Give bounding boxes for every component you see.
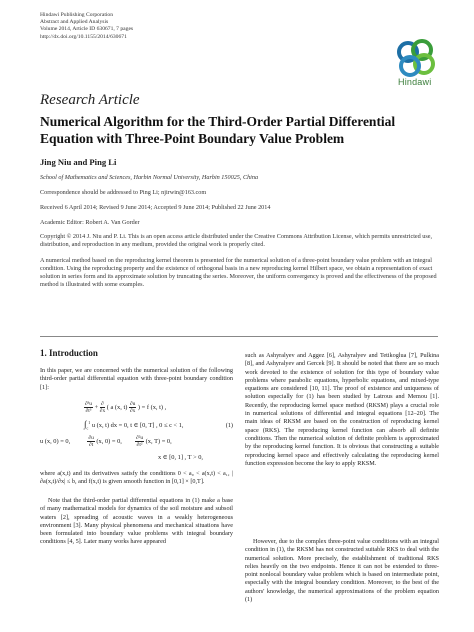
right-column-paragraph-2: However, due to the complex three-point value conditions with an integral condition in (1), the RKSM has not constructed suitable RKS to deal with the numerical solution. More precisely, the establishment of traditional RKS relies heavily on the two endpoints. Hence it can not be extended to three-point nonlocal boundary value problem which is based on intermediate point, especially with the integral boundary condition. Moreover, to the best of the authors' knowledge, the numerical approximations of the problem equation (1) [245, 538, 439, 604]
article-type: Research Article [40, 92, 140, 108]
equation-line-1-rhs: ) = f (x, t) , [137, 403, 167, 411]
equation-line-1: $\frac{\text{∂³u}}{\text{∂t³}}$ + $\frac{\partial}{\partial x}$ ( a (x, t) $\frac{\partial u}{\partial x}$ ) = f (x, t) , [85, 401, 167, 414]
publication-dates: Received 6 April 2014; Revised 9 June 2014; Accepted 9 June 2014; Published 22 June 2014 [40, 204, 271, 211]
equation-number: (1) [225, 422, 233, 429]
equation-line-2: $\int_c^1$ u (x, t) dx = 0, t ∈ [0, T] , 0 ≤ c < 1, [84, 419, 184, 431]
right-column-paragraph-1: such as Ashyralyev and Aggez [6], Ashyralyev and Tetikoglua [7], Pulkina [8], and Ashyralyev and Gercek [9]. It should be noted that there are so much work devoted to the existence of solution for this type of boundary value problems where parabolic equations, hyperbolic equations, and mixed-type equations are considered [10, 11]. The proof of existence and uniqueness of solution especially for (1) has been studied by Latrous and Memou [1]. Recently, the reproducing kernel space method (RKSM) plays a crucial role in numerical solutions of differential and integral equations [12–20]. The main ideas of RKSM are based on the construction of reproducing kernel space (RKS). The reproducing kernel function can absorb all definite conditions. Then the numerical solution of definite problem is approximated by the reproducing kernel function. It is obvious that constructing a suitable reproducing kernel space and effectively calculating the reproducing kernel function expression become the key to apply RKSM. [245, 352, 439, 467]
section-title: 1. Introduction [40, 348, 98, 358]
equation-line-2-text: u (x, t) dx = 0, t ∈ [0, T] , 0 ≤ c < 1, [91, 422, 184, 429]
journal-publisher: Hindawi Publishing Corporation [40, 12, 114, 18]
equation-line-3-c: (x, T) = 0, [145, 437, 172, 445]
intro-paragraph: In this paper, we are concerned with the numerical solution of the following third-order partial differential equation with three-point boundary condition [1]: [40, 367, 233, 391]
abstract: A numerical method based on the reproducing kernel theorem is presented for the numerical solution of a three-point boundary value problem with an integral condition. Using the reproducing property and the existence of orthogonal basis in a new reproducing kernel Hilbert space, we obtain a representation of exact solution in series form and its approximate solution by truncating the series. Moreover, the uniform convergency is proved and the effectiveness of the proposed method is illustrated with some examples. [40, 257, 437, 288]
journal-header [40, 12, 133, 41]
article-authors: Jing Niu and Ping Li [40, 157, 117, 167]
note-paragraph: Note that the third-order partial differential equations in (1) make a base of many mathematical models for dynamics of the soil moisture and subsoil waters [2], spreading of acoustic waves in a weakly heterogeneous environment [3]. Many physical phenomena and mechanical situations have been formulated into boundary value problems with integral boundary conditions [4, 5]. Later many works have appeared [40, 497, 233, 546]
equation-line-3-a: u (x, 0) = 0, [40, 437, 71, 445]
after-equation-paragraph: where a(x,t) and its derivatives satisfy the conditions 0 < a₀ < a(x,t) < a₁, |∂a(x,t)/∂x| ≤ b, and f(x,t) is given smooth function in [0,1] × [0,T]. [40, 470, 233, 486]
journal-name: Abstract and Applied Analysis [40, 19, 109, 26]
equation-1 [40, 401, 233, 467]
equation-line-3: u (x, 0) = 0, $\frac{\partial u}{\partial t}$ (x, 0) = 0, $\frac{\text{∂²u}}{\text{∂t²}}$ (x, T) = 0, [40, 435, 172, 448]
equation-line-3-b: (x, 0) = 0, [96, 437, 122, 445]
section-divider [40, 336, 438, 337]
correspondence-line: Correspondence should be addressed to Ping Li; njirwin@163.com [40, 189, 207, 196]
copyright-notice: Copyright © 2014 J. Niu and P. Li. This is an open access article distributed under the Creative Commons Attribution License, which permits unrestricted use, distribution, and reproduction in any medium, provided the original work is properly cited. [40, 233, 433, 248]
academic-editor: Academic Editor: Robert A. Van Gorder [40, 219, 140, 226]
journal-doi-link[interactable]: http://dx.doi.org/10.1155/2014/630671 [40, 33, 127, 40]
journal-volume: Volume 2014, Article ID 630671, 7 pages [40, 26, 134, 33]
equation-line-4: x ∈ [0, 1] , T > 0, [158, 454, 204, 461]
author-affiliation: School of Mathematics and Sciences, Harbin Normal University, Harbin 150025, China [40, 174, 259, 181]
hindawi-logo-text: Hindawi [398, 77, 432, 87]
article-title: Numerical Algorithm for the Third-Order Partial Differential Equation with Three-Point Boundary Value Problem [40, 114, 396, 146]
